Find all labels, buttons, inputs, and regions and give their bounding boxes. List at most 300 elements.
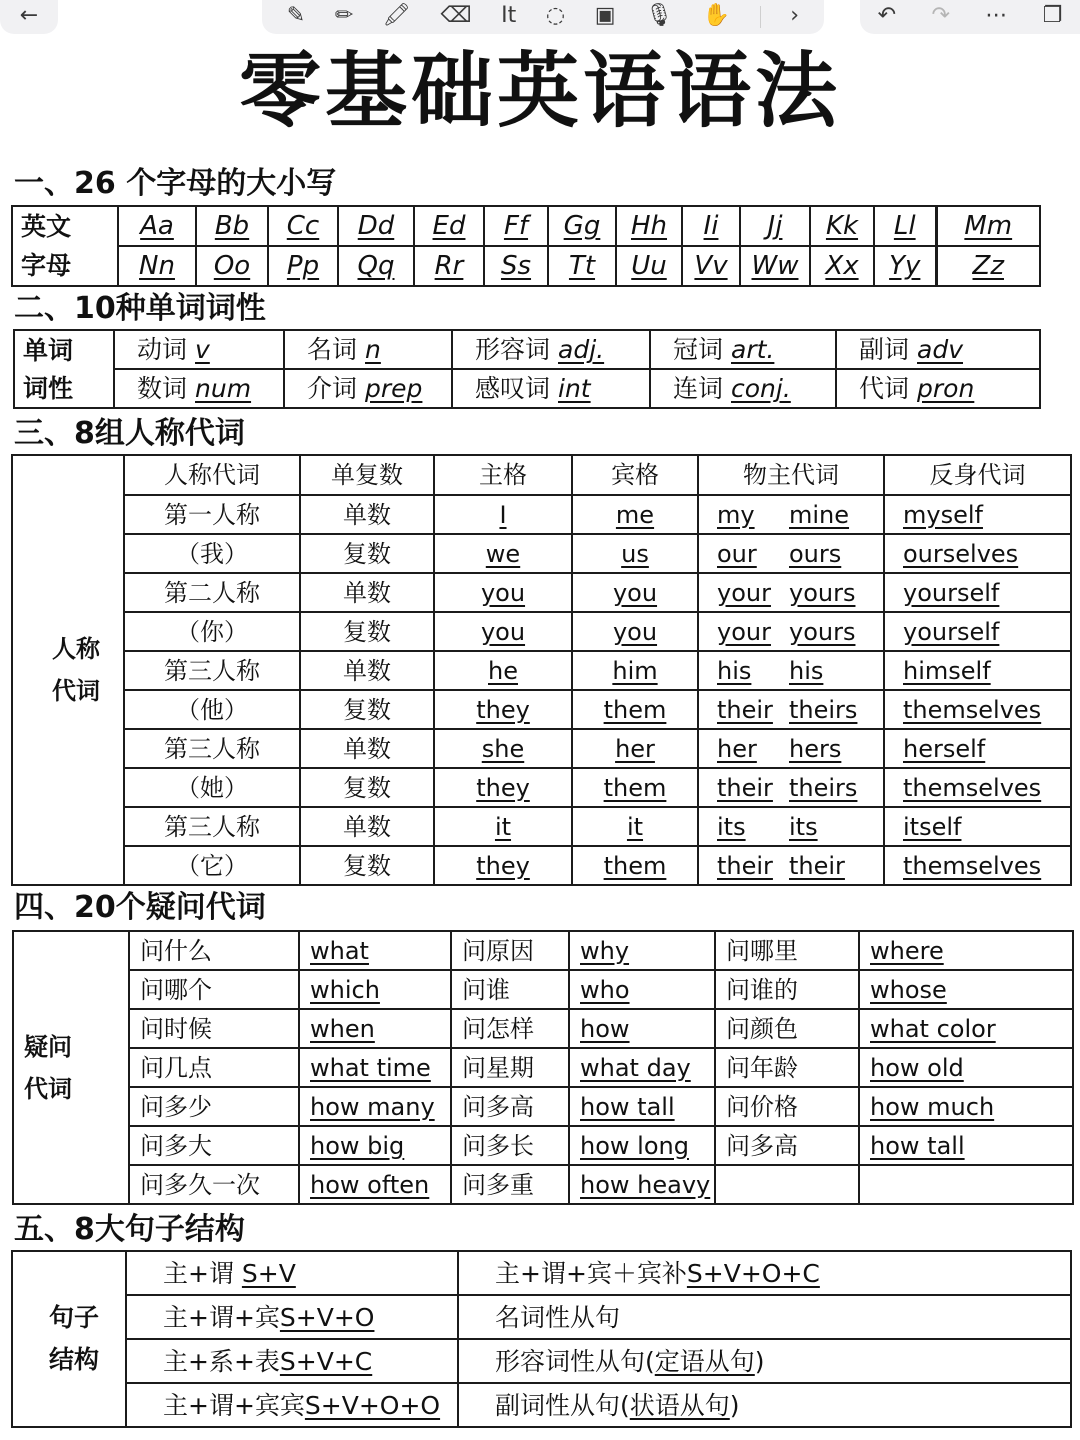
pos-chinese: 介词 [307, 374, 358, 403]
letter-pair: Ll [893, 211, 916, 241]
person-cell: 第三人称 [124, 651, 300, 690]
possessive-adjective: her [717, 734, 757, 763]
reflexive-pronoun: themselves [903, 695, 1042, 724]
question-words-table [12, 930, 1074, 1205]
question-english: who [580, 975, 630, 1004]
pronouns-table [11, 454, 1072, 886]
pronoun-word: you [480, 578, 526, 607]
letter-cell [740, 246, 810, 286]
image-icon[interactable]: ▣ [594, 3, 616, 28]
letter-cell [268, 206, 338, 246]
question-english-cell [569, 970, 715, 1009]
pronoun-cell [434, 651, 572, 690]
letter-pair: Vv [694, 251, 728, 281]
letter-pair: Pp [286, 251, 320, 281]
question-chinese-cell [715, 1048, 859, 1087]
copy-icon[interactable]: ❐ [1042, 3, 1063, 28]
letter-cell [810, 206, 874, 246]
reflexive-pronoun: herself [903, 734, 986, 763]
sentence-formula: S+V [241, 1258, 296, 1288]
number-cell: 复数 [300, 768, 434, 807]
pencil-icon[interactable]: ✏ [334, 3, 354, 28]
pronoun-word: they [476, 851, 530, 880]
sentence-cell [458, 1295, 1071, 1339]
question-chinese: 问年龄 [726, 1053, 798, 1082]
reflexive-pronoun: yourself [903, 578, 1000, 607]
question-english: what [310, 936, 369, 965]
sentence-cell [458, 1383, 1071, 1427]
pronoun-word: them [603, 773, 667, 802]
letter-pair: Nn [139, 251, 175, 281]
text-tool-icon[interactable]: It [501, 3, 517, 28]
question-chinese: 问多高 [462, 1092, 534, 1121]
letter-cell [810, 246, 874, 286]
pos-abbreviation: num [195, 374, 252, 403]
microphone-icon[interactable]: 🎙 [645, 3, 674, 28]
section-heading-question-words: 四、20个疑问代词 [14, 890, 266, 925]
letter-cell [338, 246, 414, 286]
question-chinese-cell [129, 1126, 299, 1165]
pronoun-word: you [480, 617, 526, 646]
back-arrow-icon[interactable]: ← [19, 3, 39, 28]
letter-cell [414, 246, 484, 286]
sentence-chinese: 主+系+表 [163, 1346, 280, 1376]
question-chinese: 问多少 [140, 1092, 212, 1121]
sentence-label-top: 句子 [49, 1303, 100, 1332]
pronoun-word: they [476, 773, 530, 802]
sentence-cell [458, 1339, 1071, 1383]
question-chinese-cell [715, 1165, 859, 1204]
question-chinese: 问原因 [462, 936, 534, 965]
sentence-tail: ) [754, 1346, 765, 1376]
pronoun-cell [434, 495, 572, 534]
question-english: whose [870, 975, 947, 1004]
letter-cell [268, 246, 338, 286]
reflexive-pronoun: themselves [903, 773, 1042, 802]
number-cell: 复数 [300, 846, 434, 885]
person-cell: 第二人称 [124, 573, 300, 612]
letter-pair: Ed [432, 211, 466, 241]
question-chinese: 问怎样 [462, 1014, 534, 1043]
question-chinese: 问多大 [140, 1131, 212, 1160]
reflexive-cell [884, 807, 1071, 846]
possessive-cell [698, 846, 884, 885]
sentence-chinese: 名词性从句 [495, 1302, 621, 1332]
question-chinese-cell [451, 1087, 569, 1126]
possessive-adjective: his [717, 656, 752, 685]
question-english-cell [299, 1048, 451, 1087]
possessive-pronoun: hers [789, 734, 842, 763]
pronoun-header: 主格 [434, 455, 572, 495]
person-cell: 第一人称 [124, 495, 300, 534]
letter-cell [874, 246, 936, 286]
possessive-pronoun: ours [789, 539, 842, 568]
letter-pair: Uu [631, 251, 667, 281]
person-cell: 第三人称 [124, 807, 300, 846]
question-english: what time [310, 1053, 431, 1082]
question-english-cell [299, 1087, 451, 1126]
pos-chinese: 连词 [673, 374, 724, 403]
sentence-cell [126, 1339, 458, 1383]
possessive-cell [698, 495, 884, 534]
letter-pair: Qq [357, 251, 395, 281]
question-english-cell [859, 1048, 1073, 1087]
toolbar-separator [760, 6, 761, 28]
pronoun-cell [572, 768, 698, 807]
letter-cell [338, 206, 414, 246]
possessive-cell [698, 768, 884, 807]
letter-pair: Ff [503, 211, 529, 241]
toolbar-tools [262, 0, 824, 34]
letter-cell [196, 206, 268, 246]
question-english: how big [310, 1131, 405, 1160]
number-cell: 单数 [300, 573, 434, 612]
sentence-chinese: 主+谓 [163, 1258, 242, 1288]
letter-cell [682, 246, 740, 286]
letter-cell [118, 206, 196, 246]
pos-abbreviation: n [365, 335, 381, 364]
letter-pair: Dd [357, 211, 395, 241]
letter-cell [616, 206, 682, 246]
question-english-cell [859, 970, 1073, 1009]
more-icon[interactable]: ⋯ [985, 3, 1008, 28]
question-chinese: 问多长 [462, 1131, 534, 1160]
sentence-chinese: 主+谓+宾＋宾补 [495, 1258, 687, 1288]
question-english-cell [569, 1048, 715, 1087]
reflexive-pronoun: myself [903, 500, 983, 529]
reflexive-pronoun: themselves [903, 851, 1042, 880]
section-heading-letters: 一、26 个字母的大小写 [14, 166, 337, 201]
pos-label-bottom: 词性 [14, 369, 114, 408]
undo-icon[interactable]: ↶ [877, 3, 897, 28]
question-english-cell [859, 1165, 1073, 1204]
pos-abbreviation: adv [917, 335, 963, 364]
pronouns-label [12, 455, 124, 885]
pronoun-cell [572, 495, 698, 534]
letter-pair: Ii [703, 211, 719, 241]
pos-abbreviation: prep [365, 374, 423, 403]
pos-cell [114, 369, 284, 408]
eraser-icon[interactable]: ⌫ [440, 3, 472, 28]
pronoun-header: 宾格 [572, 455, 698, 495]
question-english: how heavy [580, 1170, 711, 1199]
pos-chinese: 副词 [859, 335, 910, 364]
pronoun-word: he [488, 656, 518, 685]
possessive-cell [698, 690, 884, 729]
letter-pair: Mm [964, 211, 1013, 241]
question-english: when [310, 1014, 375, 1043]
pos-abbreviation: adj. [558, 335, 605, 364]
number-cell: 复数 [300, 534, 434, 573]
sentence-formula: 状语从句 [629, 1390, 730, 1420]
pronoun-cell [434, 807, 572, 846]
reflexive-cell [884, 651, 1071, 690]
question-chinese: 问几点 [140, 1053, 212, 1082]
letter-pair: Ss [500, 251, 532, 281]
possessive-cell [698, 573, 884, 612]
question-english-cell [299, 931, 451, 970]
reflexive-cell [884, 534, 1071, 573]
chevron-right-icon[interactable]: › [790, 3, 800, 28]
pos-abbreviation: conj. [731, 374, 791, 403]
letter-pair: Tt [568, 251, 596, 281]
question-label-bottom: 代词 [24, 1074, 72, 1103]
person-cell: （它） [124, 846, 300, 885]
pos-cell [650, 330, 836, 369]
question-english: how tall [870, 1131, 965, 1160]
possessive-cell [698, 651, 884, 690]
sentence-cell [458, 1251, 1071, 1295]
question-chinese-cell [129, 970, 299, 1009]
question-english: how tall [580, 1092, 675, 1121]
number-cell: 复数 [300, 612, 434, 651]
letter-cell [118, 246, 196, 286]
pos-cell [284, 330, 452, 369]
pronoun-word: you [612, 578, 658, 607]
possessive-pronoun: theirs [789, 773, 858, 802]
reflexive-cell [884, 846, 1071, 885]
possessive-adjective: your [717, 578, 771, 607]
reflexive-cell [884, 573, 1071, 612]
letters-label-bottom: 字母 [12, 246, 118, 286]
letter-cell [740, 206, 810, 246]
pronoun-word: I [499, 500, 507, 529]
letter-pair: Ww [751, 251, 799, 281]
question-english-cell [569, 931, 715, 970]
lasso-icon[interactable]: ◌ [545, 3, 566, 28]
question-english: where [870, 936, 944, 965]
pos-cell [452, 369, 650, 408]
letter-cell [936, 206, 1040, 246]
letter-pair: Jj [767, 211, 783, 241]
question-english: how old [870, 1053, 964, 1082]
pronoun-cell [434, 612, 572, 651]
question-english: what color [870, 1014, 996, 1043]
question-english-cell [299, 1126, 451, 1165]
pronoun-word: them [603, 851, 667, 880]
number-cell: 单数 [300, 729, 434, 768]
pos-chinese: 名词 [307, 335, 358, 364]
person-cell: （他） [124, 690, 300, 729]
pronoun-cell [572, 651, 698, 690]
question-chinese: 问谁 [462, 975, 510, 1004]
pronoun-cell [572, 690, 698, 729]
person-cell: （你） [124, 612, 300, 651]
pronoun-word: her [615, 734, 655, 763]
pronoun-word: they [476, 695, 530, 724]
sentence-formula: S+V+O+O [304, 1390, 441, 1420]
possessive-pronoun: yours [789, 578, 856, 607]
question-english: how [580, 1014, 630, 1043]
pos-cell [650, 369, 836, 408]
possessive-adjective: their [717, 773, 773, 802]
question-english-cell [569, 1165, 715, 1204]
possessive-pronoun: theirs [789, 695, 858, 724]
reflexive-pronoun: himself [903, 656, 991, 685]
toolbar-left [0, 0, 58, 34]
reflexive-cell [884, 495, 1071, 534]
pronoun-cell [434, 768, 572, 807]
question-english-cell [299, 1009, 451, 1048]
possessive-adjective: its [717, 812, 746, 841]
question-chinese-cell [451, 1048, 569, 1087]
question-chinese-cell [451, 1165, 569, 1204]
pronoun-cell [434, 573, 572, 612]
question-chinese-cell [715, 931, 859, 970]
question-english-cell [569, 1087, 715, 1126]
possessive-pronoun: its [789, 812, 818, 841]
pos-abbreviation: pron [917, 374, 975, 403]
letter-cell [414, 206, 484, 246]
letter-pair: Hh [630, 211, 668, 241]
possessive-pronoun: their [789, 851, 845, 880]
sentence-cell [126, 1295, 458, 1339]
reflexive-pronoun: itself [903, 812, 962, 841]
toolbar-right [860, 0, 1080, 34]
question-chinese: 问时候 [140, 1014, 212, 1043]
letter-cell [616, 246, 682, 286]
question-chinese-cell [451, 931, 569, 970]
pronoun-word: me [615, 500, 655, 529]
sentence-label-bottom: 结构 [49, 1345, 100, 1374]
pronoun-word: we [485, 539, 521, 568]
person-cell: （她） [124, 768, 300, 807]
question-chinese-cell [129, 1048, 299, 1087]
pos-cell [114, 330, 284, 369]
pos-abbreviation: art. [731, 335, 775, 364]
sentence-cell [126, 1383, 458, 1427]
question-english: how much [870, 1092, 995, 1121]
letter-pair: Aa [140, 211, 174, 241]
pronoun-word: you [612, 617, 658, 646]
possessive-adjective: their [717, 695, 773, 724]
question-chinese: 问谁的 [726, 975, 798, 1004]
letter-pair: Gg [563, 211, 601, 241]
hand-icon[interactable]: ✋ [702, 3, 731, 28]
letter-cell [548, 246, 616, 286]
question-chinese-cell [129, 1165, 299, 1204]
reflexive-pronoun: yourself [903, 617, 1000, 646]
question-english: how often [310, 1170, 430, 1199]
highlighter-icon[interactable]: 🖍 [382, 3, 411, 28]
pronoun-word: us [621, 539, 649, 568]
letter-pair: Yy [889, 251, 921, 281]
pronouns-label-bottom: 代词 [52, 677, 100, 705]
question-english: how many [310, 1092, 435, 1121]
question-english: how long [580, 1131, 689, 1160]
letter-pair: Zz [972, 251, 1004, 281]
reflexive-cell [884, 690, 1071, 729]
reflexive-cell [884, 729, 1071, 768]
question-chinese-cell [451, 1126, 569, 1165]
question-chinese-cell [715, 970, 859, 1009]
section-heading-sentence-structures: 五、8大句子结构 [14, 1212, 245, 1247]
pos-cell [284, 369, 452, 408]
possessive-adjective: your [717, 617, 771, 646]
letter-pair: Bb [214, 211, 250, 241]
question-label [13, 931, 129, 1204]
pos-abbreviation: int [558, 374, 591, 403]
person-cell: （我） [124, 534, 300, 573]
page-title: 零基础英语语法 [238, 44, 841, 139]
pos-label-top: 单词 [14, 330, 114, 369]
letter-pair: Rr [434, 251, 464, 281]
parts-of-speech-table [13, 329, 1041, 409]
pronoun-header: 物主代词 [698, 455, 884, 495]
pos-chinese: 形容词 [475, 335, 551, 364]
possessive-pronoun: his [789, 656, 824, 685]
sentence-chinese: 主+谓+宾宾 [163, 1390, 305, 1420]
question-chinese-cell [129, 1087, 299, 1126]
question-english: why [580, 936, 630, 965]
pronouns-label-top: 人称 [52, 635, 100, 663]
question-chinese-cell [715, 1009, 859, 1048]
sentence-cell [126, 1251, 458, 1295]
pronoun-cell [434, 690, 572, 729]
section-heading-pronouns: 三、8组人称代词 [14, 416, 245, 451]
question-english-cell [569, 1126, 715, 1165]
question-english-cell [859, 1009, 1073, 1048]
reflexive-cell [884, 612, 1071, 651]
question-chinese-cell [129, 931, 299, 970]
number-cell: 单数 [300, 495, 434, 534]
question-english-cell [859, 1126, 1073, 1165]
question-chinese: 问哪里 [726, 936, 798, 965]
possessive-adjective: my [717, 500, 755, 529]
sentence-formula: S+V+C [279, 1346, 373, 1376]
sentence-formula: 定语从句 [654, 1346, 755, 1376]
question-chinese: 问星期 [462, 1053, 534, 1082]
possessive-adjective: their [717, 851, 773, 880]
pronoun-cell [572, 729, 698, 768]
pronoun-cell [572, 534, 698, 573]
sentence-formula: S+V+O+C [686, 1258, 820, 1288]
question-english: what day [580, 1053, 691, 1082]
pos-chinese: 数词 [137, 374, 188, 403]
question-chinese-cell [715, 1126, 859, 1165]
pos-chinese: 冠词 [673, 335, 724, 364]
question-chinese: 问多久一次 [140, 1170, 260, 1199]
pronoun-cell [434, 534, 572, 573]
question-english: which [310, 975, 380, 1004]
letter-pair: Xx [825, 251, 859, 281]
pos-cell [836, 369, 1040, 408]
possessive-cell [698, 807, 884, 846]
letter-cell [196, 246, 268, 286]
person-cell: 第三人称 [124, 729, 300, 768]
redo-icon[interactable]: ↷ [931, 3, 950, 28]
letter-cell [484, 246, 548, 286]
pronoun-cell [572, 612, 698, 651]
question-chinese-cell [129, 1009, 299, 1048]
letter-cell [874, 206, 936, 246]
letter-cell [484, 206, 548, 246]
pronoun-cell [572, 846, 698, 885]
number-cell: 复数 [300, 690, 434, 729]
sentence-structures-table [11, 1250, 1072, 1428]
question-chinese: 问价格 [726, 1092, 798, 1121]
pos-cell [836, 330, 1040, 369]
letter-pair: Kk [825, 211, 859, 241]
pronoun-word: him [612, 656, 658, 685]
pen-icon[interactable]: ✎ [286, 3, 306, 28]
number-cell: 单数 [300, 807, 434, 846]
pronoun-cell [572, 807, 698, 846]
section-heading-parts-of-speech: 二、10种单词词性 [14, 291, 266, 326]
pronoun-header: 人称代词 [124, 455, 300, 495]
question-english-cell [299, 1165, 451, 1204]
question-english-cell [569, 1009, 715, 1048]
